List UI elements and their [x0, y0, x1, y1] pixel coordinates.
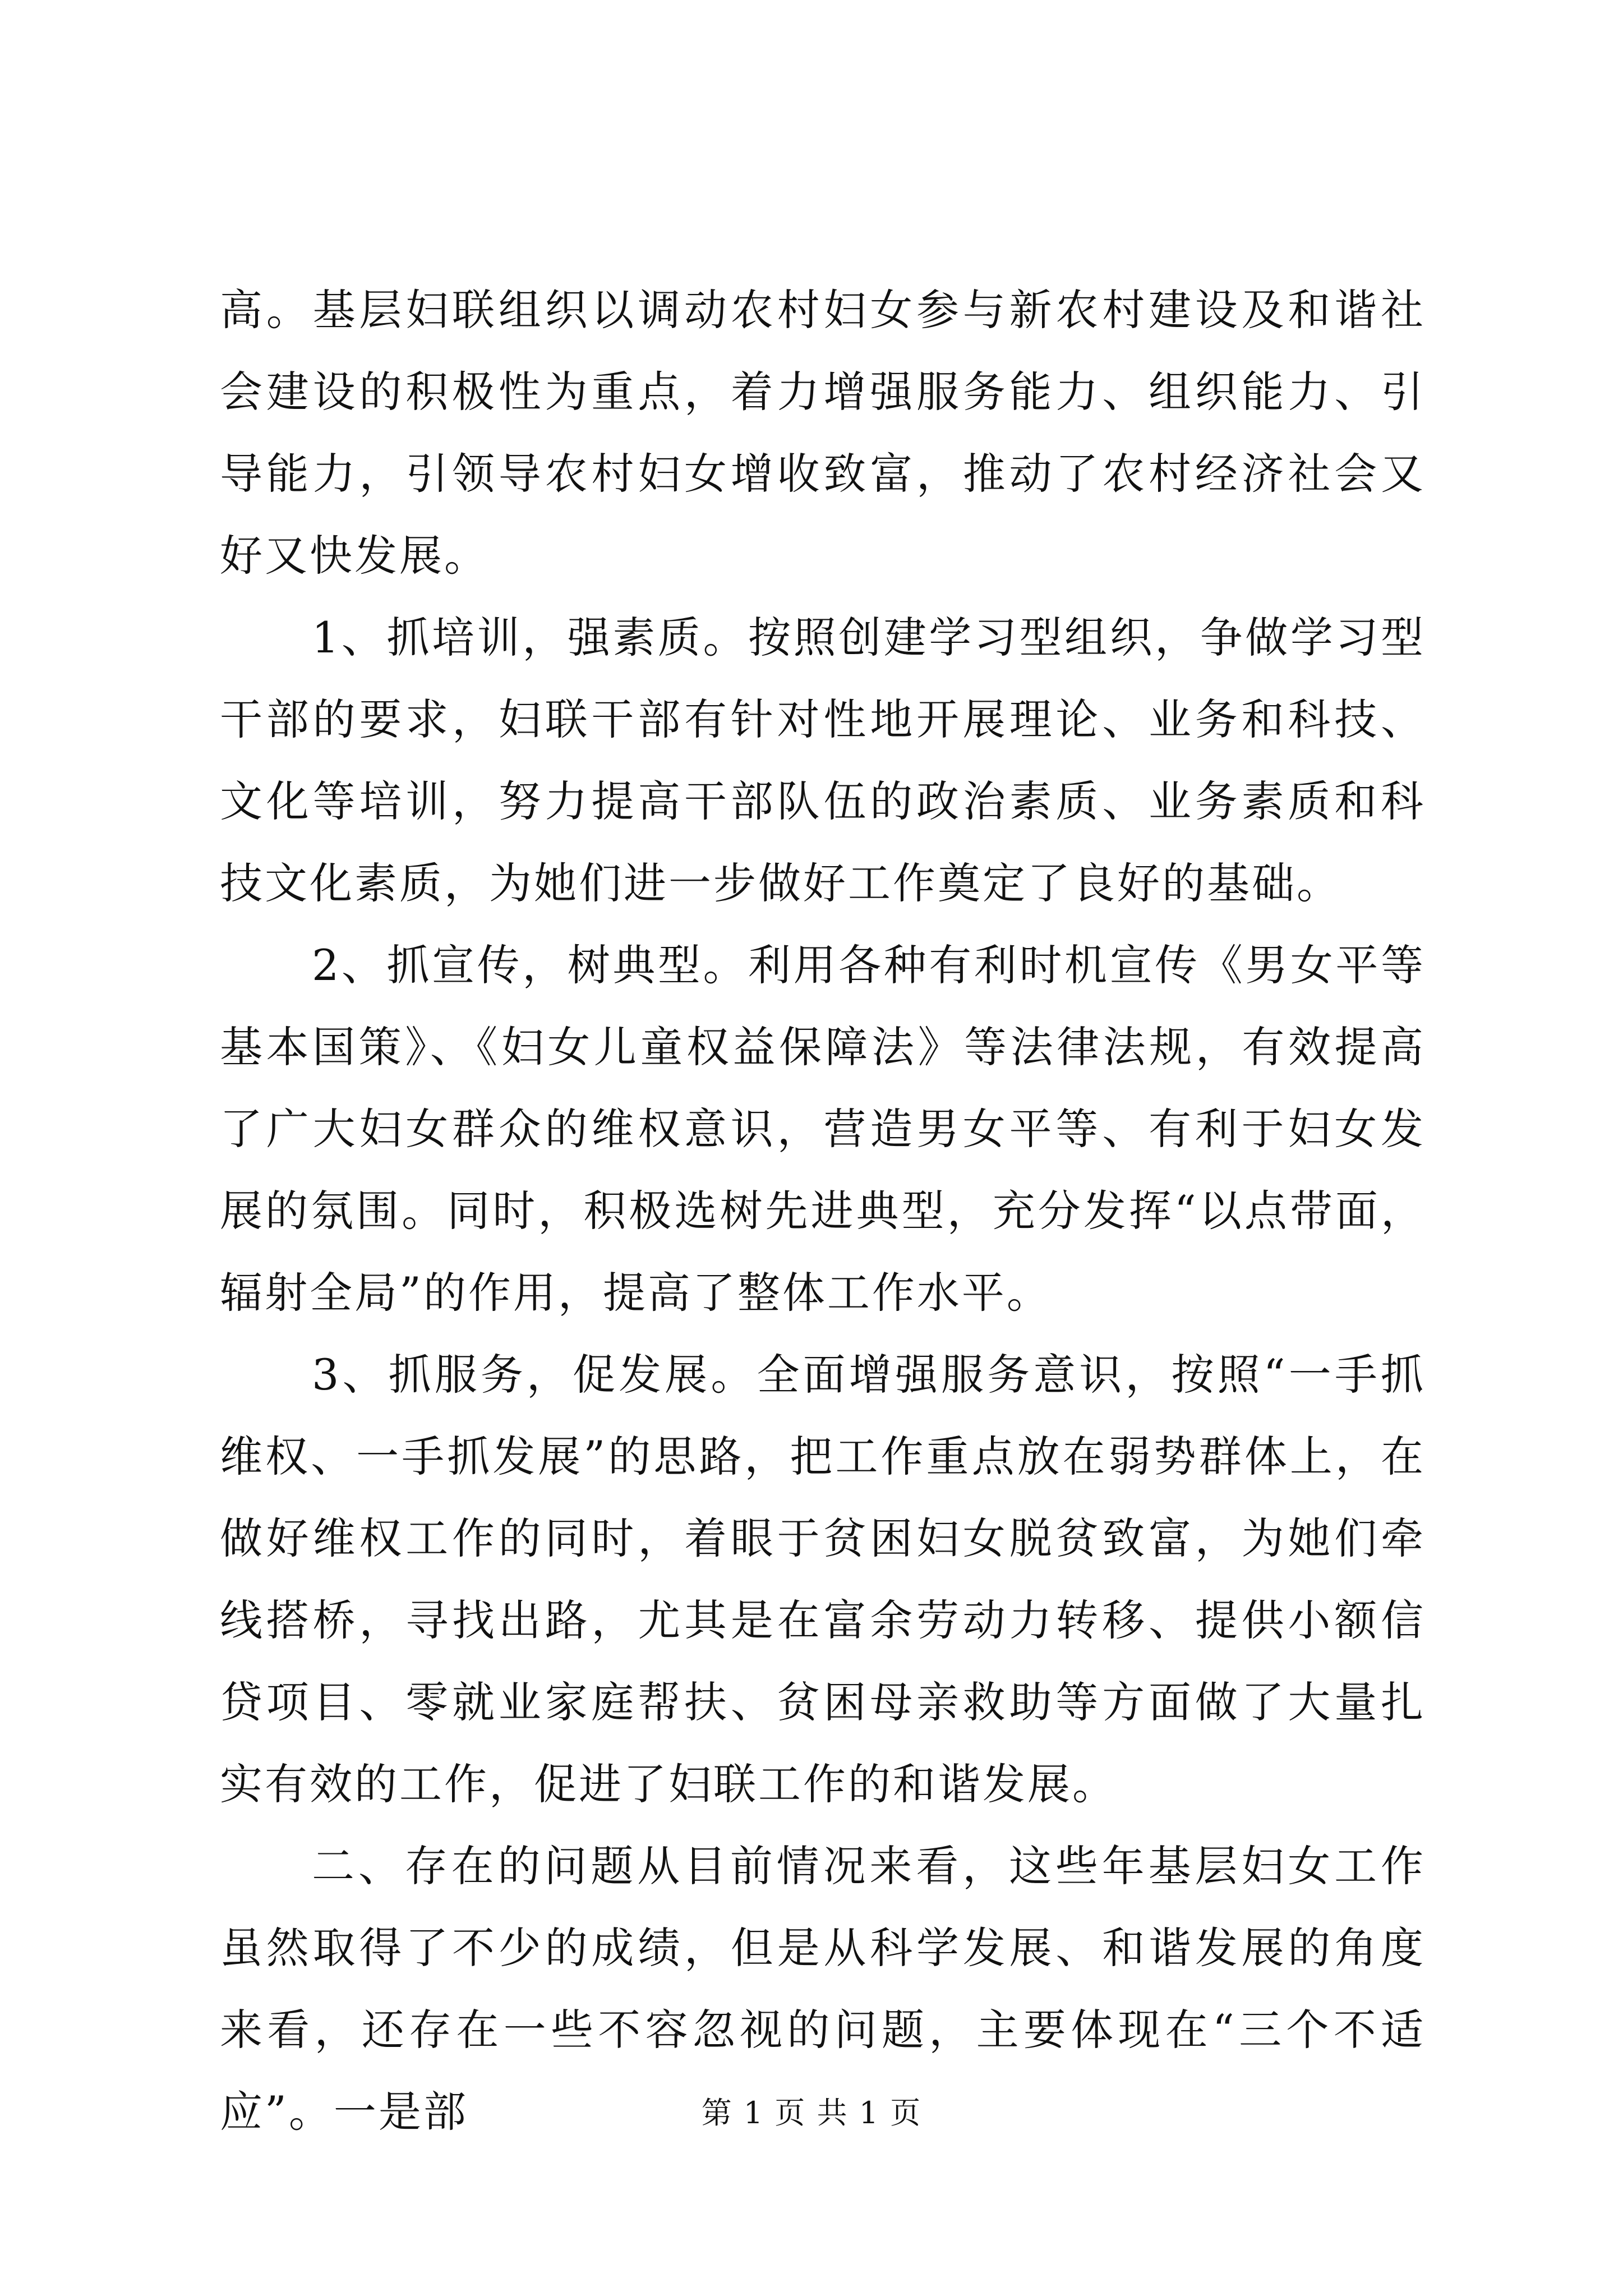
paragraph-intro: 高。基层妇联组织以调动农村妇女参与新农村建设及和谐社会建设的积极性为重点，着力增强服务能力、组织能力、引导能力，引领导农村妇女增收致富，推动了农村经济社会又好又快发展。 [220, 285, 1426, 581]
paragraph-service: 3、抓服务，促发展。全面增强服务意识，按照“一手抓维权、一手抓发展”的思路，把工作重点放在弱势群体上，在做好维权工作的同时，着眼于贫困妇女脱贫致富，为她们牵线搭桥，寻找出路，尤其是在富余劳动力转移、提供小额信贷项目、零就业家庭帮扶、贫困母亲救助等方面做了大量扎实有效的工作，促进了妇联工作的和谐发展。 [220, 1350, 1426, 1809]
page-number-footer: 第 1 页 共 1 页 [701, 2095, 922, 2131]
paragraph-publicity: 2、抓宣传，树典型。利用各种有利时机宣传《男女平等基本国策》、《妇女儿童权益保障法》等法律法规，有效提高了广大妇女群众的维权意识，营造男女平等、有利于妇女发展的氛围。同时，积极选树先进典型，充分发挥“以点带面，辐射全局”的作用，提高了整体工作水平。 [220, 940, 1426, 1318]
paragraph-problems: 二、存在的问题从目前情况来看，这些年基层妇女工作虽然取得了不少的成绩，但是从科学发展、和谐发展的角度来看，还存在一些不容忽视的问题，主要体现在“三个不适应”。一是部 [220, 1841, 1426, 2137]
paragraph-training: 1、抓培训，强素质。按照创建学习型组织，争做学习型干部的要求，妇联干部有针对性地开展理论、业务和科技、文化等培训，努力提高干部队伍的政治素质、业务素质和科技文化素质，为她们进一步做好工作奠定了良好的基础。 [220, 613, 1426, 908]
document-body [220, 269, 1426, 2153]
